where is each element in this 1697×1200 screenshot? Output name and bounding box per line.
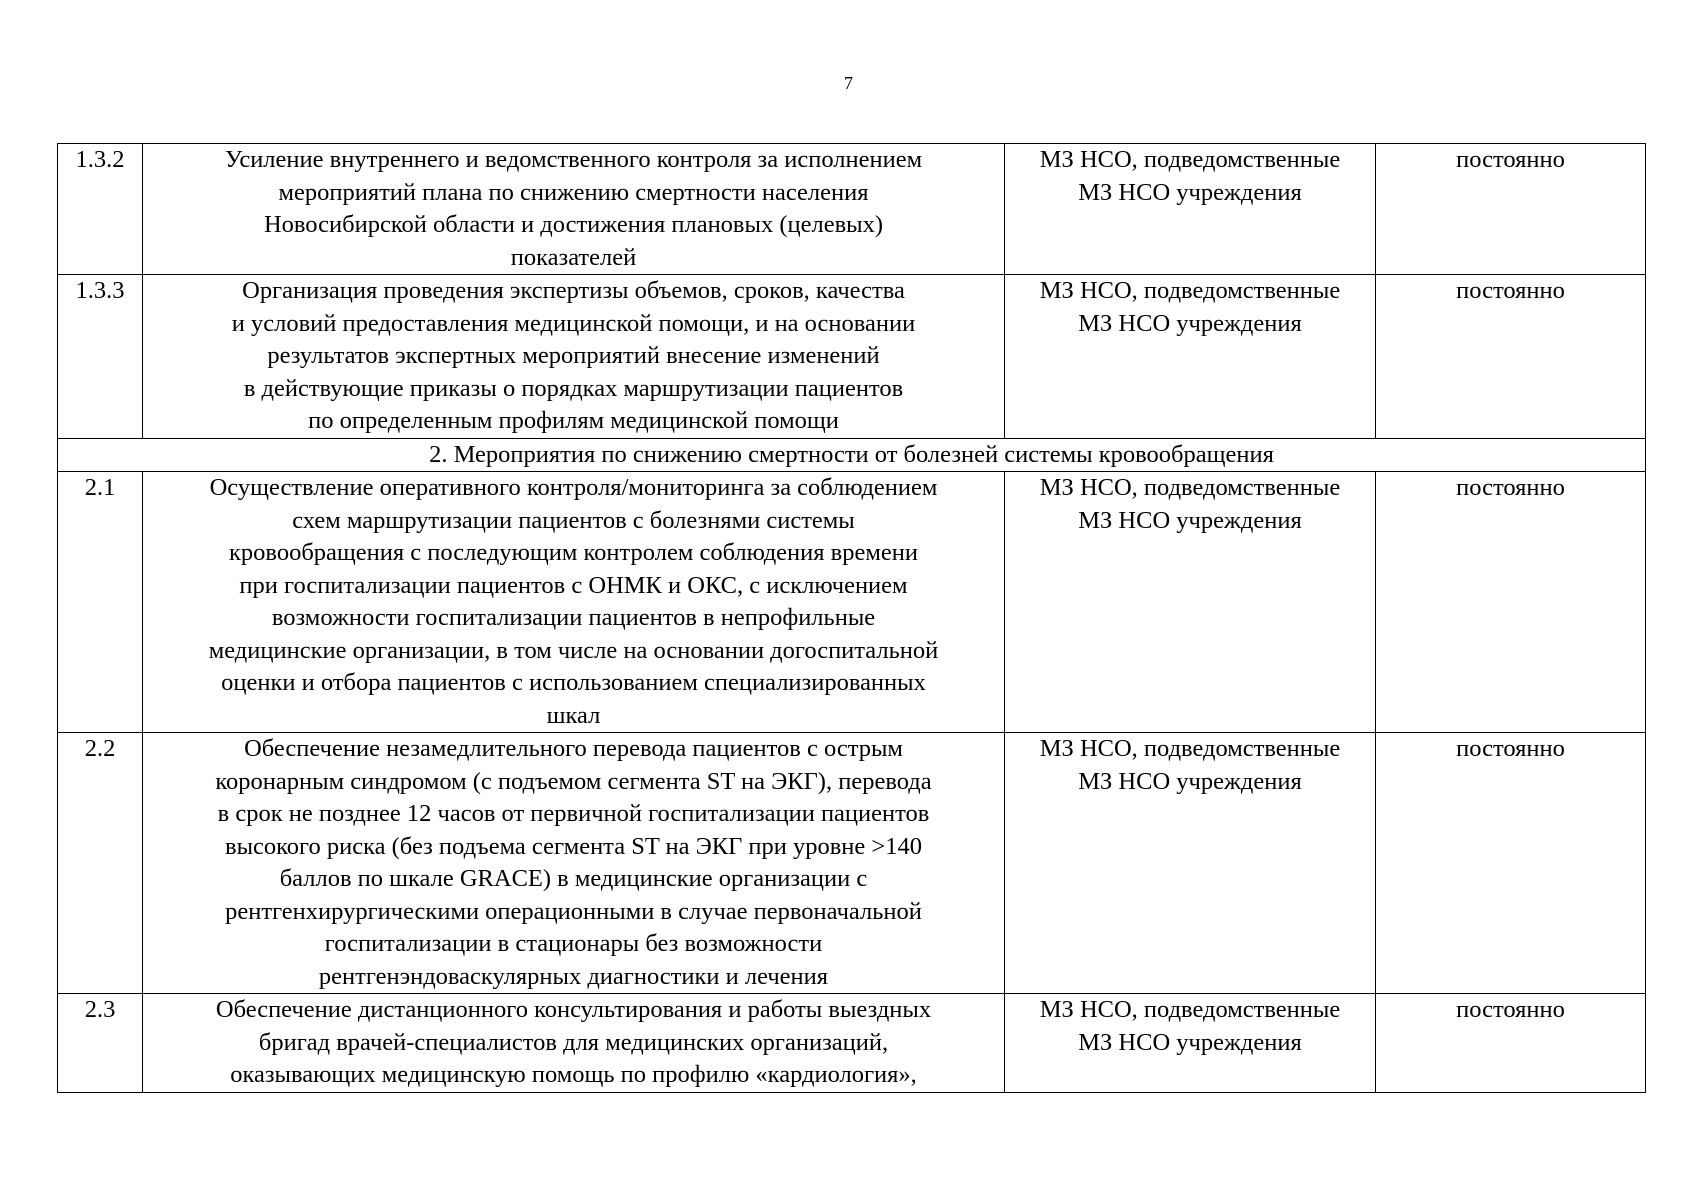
event-line: Обеспечение незамедлительного перевода пациентов с острым <box>244 735 903 762</box>
event-line: госпитализации в стационары без возможности <box>324 930 823 957</box>
row-number: 2.2 <box>58 733 143 994</box>
table-row <box>58 472 1646 733</box>
event-line: Новосибирской области и достижения плановых (целевых) <box>263 211 884 238</box>
event-line: Организация проведения экспертизы объемов, сроков, качества <box>242 277 905 304</box>
responsible-line: МЗ НСО учреждения <box>1078 309 1302 337</box>
responsible-line: МЗ НСО, подведомственные <box>1039 996 1341 1023</box>
event-line: мероприятий плана по снижению смертности населения <box>278 178 869 206</box>
responsible-party <box>1005 994 1376 1093</box>
row-number: 1.3.2 <box>58 144 143 275</box>
deadline: постоянно <box>1376 275 1646 439</box>
event-line: Обеспечение дистанционного консультирования и работы выездных <box>215 996 932 1023</box>
event-line: рентгенэндоваскулярных диагностики и лечения <box>318 962 829 990</box>
row-number: 2.1 <box>58 472 143 733</box>
responsible-party <box>1005 733 1376 994</box>
section-heading: 2. Мероприятия по снижению смертности от болезней системы кровообращения <box>58 438 1646 472</box>
event-line: оказывающих медицинскую помощь по профилю «кардиология», <box>230 1061 917 1088</box>
section-heading-row <box>58 438 1646 472</box>
event-line: и условий предоставления медицинской помощи, и на основании <box>231 309 916 337</box>
event-line: оценки и отбора пациентов с использованием специализированных <box>221 669 926 696</box>
event-line: при госпитализации пациентов с ОНМК и ОКС, с исключением <box>239 571 908 599</box>
event-line: медицинские организации, в том числе на основании догоспитальной <box>208 636 939 664</box>
page-number: 7 <box>844 73 853 93</box>
event-description <box>143 144 1005 275</box>
table-row <box>58 733 1646 994</box>
deadline: постоянно <box>1376 472 1646 733</box>
activities-table <box>57 143 1646 1093</box>
event-line: в срок не позднее 12 часов от первичной госпитализации пациентов <box>217 800 930 827</box>
responsible-line: МЗ НСО учреждения <box>1078 767 1302 795</box>
row-number: 2.3 <box>58 994 143 1093</box>
responsible-line: МЗ НСО учреждения <box>1078 178 1302 206</box>
deadline: постоянно <box>1376 733 1646 994</box>
event-line: кровообращения с последующим контролем соблюдения времени <box>229 539 918 566</box>
event-description <box>143 275 1005 439</box>
responsible-line: МЗ НСО, подведомственные <box>1039 474 1341 501</box>
event-line: Усиление внутреннего и ведомственного контроля за исполнением <box>224 146 923 173</box>
responsible-line: МЗ НСО учреждения <box>1078 506 1302 534</box>
table-row <box>58 275 1646 439</box>
responsible-line: МЗ НСО учреждения <box>1078 1028 1302 1056</box>
event-description <box>143 994 1005 1093</box>
event-line: рентгенхирургическими операционными в случае первоначальной <box>225 897 922 925</box>
event-line: в действующие приказы о порядках маршрутизации пациентов <box>243 374 904 402</box>
event-line: коронарным синдромом (с подъемом сегмента ST на ЭКГ), перевода <box>215 767 932 795</box>
event-line: по определенным профилям медицинской помощи <box>308 407 839 434</box>
event-line: шкал <box>546 701 601 729</box>
deadline: постоянно <box>1376 994 1646 1093</box>
event-line: возможности госпитализации пациентов в непрофильные <box>271 604 876 631</box>
responsible-party <box>1005 472 1376 733</box>
responsible-party <box>1005 275 1376 439</box>
event-description <box>143 472 1005 733</box>
responsible-line: МЗ НСО, подведомственные <box>1039 277 1341 304</box>
event-description <box>143 733 1005 994</box>
row-number: 1.3.3 <box>58 275 143 439</box>
responsible-line: МЗ НСО, подведомственные <box>1039 735 1341 762</box>
event-line: Осуществление оперативного контроля/мониторинга за соблюдением <box>209 474 938 501</box>
responsible-line: МЗ НСО, подведомственные <box>1039 146 1341 173</box>
responsible-party <box>1005 144 1376 275</box>
event-line: бригад врачей-специалистов для медицинских организаций, <box>258 1028 889 1056</box>
event-line: баллов по шкале GRACE) в медицинские организации с <box>279 865 868 892</box>
deadline: постоянно <box>1376 144 1646 275</box>
event-line: показателей <box>510 243 637 271</box>
table-row <box>58 144 1646 275</box>
event-line: высокого риска (без подъема сегмента ST на ЭКГ при уровне >140 <box>225 832 922 860</box>
table-row <box>58 994 1646 1093</box>
event-line: схем маршрутизации пациентов с болезнями системы <box>292 506 855 534</box>
event-line: результатов экспертных мероприятий внесение изменений <box>267 342 880 369</box>
